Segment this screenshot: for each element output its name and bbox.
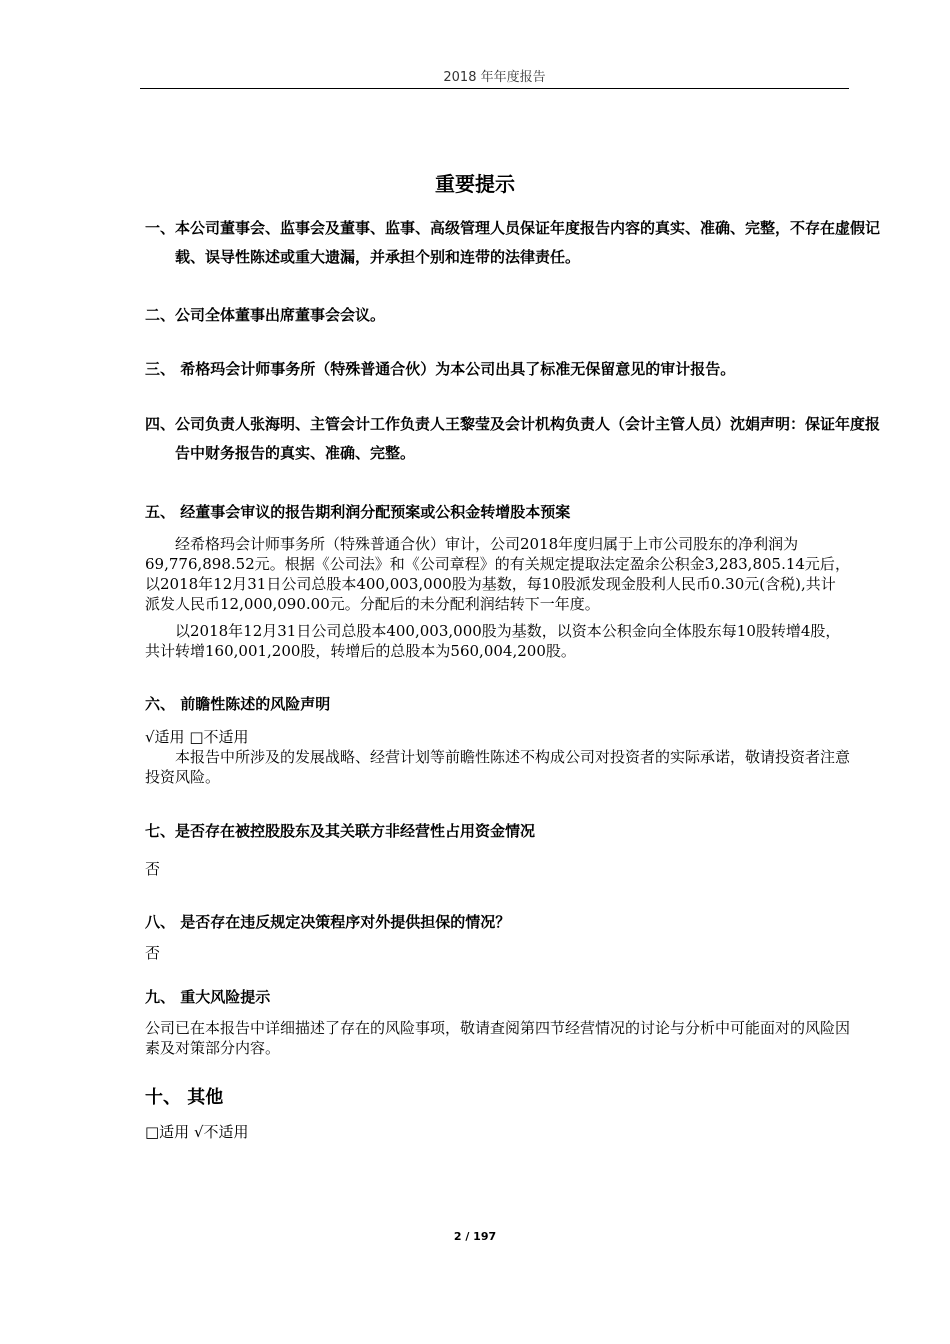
item-4: 四、公司负责人张海明、主管会计工作负责人王黎莹及会计机构负责人（会计主管人员）沈娟声明：保证年度报告中财务报告的真实、准确、完整。 bbox=[145, 415, 881, 462]
item-10-heading: 十、 其他 bbox=[145, 1087, 224, 1108]
item-6-applicability: √适用 □不适用 bbox=[145, 728, 249, 746]
page-number: 2 / 197 bbox=[453, 1230, 497, 1243]
item-3: 三、 希格玛会计师事务所（特殊普通合伙）为本公司出具了标准无保留意见的审计报告。 bbox=[145, 360, 736, 378]
item-5-paragraph-2: 以2018年12月31日公司总股本400,003,000股为基数，以资本公积金向全体股东每10股转增4股，共计转增160,001,200股，转增后的总股本为560,004,200股。 bbox=[145, 622, 841, 660]
page-header: 2018 年年度报告 bbox=[443, 70, 546, 85]
item-7-answer: 否 bbox=[145, 860, 161, 878]
item-5-heading: 五、 经董事会审议的报告期利润分配预案或公积金转增股本预案 bbox=[145, 503, 571, 521]
item-6-paragraph: 本报告中所涉及的发展战略、经营计划等前瞻性陈述不构成公司对投资者的实际承诺，敬请投资者注意投资风险。 bbox=[145, 748, 851, 786]
item-8-heading: 八、 是否存在违反规定决策程序对外提供担保的情况？ bbox=[145, 913, 511, 931]
item-10-applicability: □适用 √不适用 bbox=[145, 1123, 249, 1141]
item-7-heading: 七、是否存在被控股股东及其关联方非经营性占用资金情况 bbox=[145, 822, 536, 840]
page-title: 重要提示 bbox=[435, 172, 515, 196]
item-8-answer: 否 bbox=[145, 944, 161, 962]
item-6-heading: 六、 前瞻性陈述的风险声明 bbox=[145, 695, 331, 713]
item-9-paragraph: 公司已在本报告中详细描述了存在的风险事项，敬请查阅第四节经营情况的讨论与分析中可能面对的风险因素及对策部分内容。 bbox=[145, 1019, 851, 1057]
item-9-heading: 九、 重大风险提示 bbox=[145, 988, 271, 1006]
item-1: 一、本公司董事会、监事会及董事、监事、高级管理人员保证年度报告内容的真实、准确、完整，不存在虚假记载、误导性陈述或重大遗漏，并承担个别和连带的法律责任。 bbox=[145, 219, 881, 266]
item-2: 二、公司全体董事出席董事会会议。 bbox=[145, 306, 386, 324]
item-5-paragraph-1: 经希格玛会计师事务所（特殊普通合伙）审计，公司2018年度归属于上市公司股东的净利润为69,776,898.52元。根据《公司法》和《公司章程》的有关规定提取法定盈余公积金3,283,805.14元后，以2018年12月31日公司总股本400,003,000股为基数，每10股派发现金股利人民币0.30元(含税),共计派发人民币12,000,090.00元。分配后的未分配利润结转下一年度。 bbox=[145, 535, 850, 613]
header-rule bbox=[140, 88, 849, 89]
